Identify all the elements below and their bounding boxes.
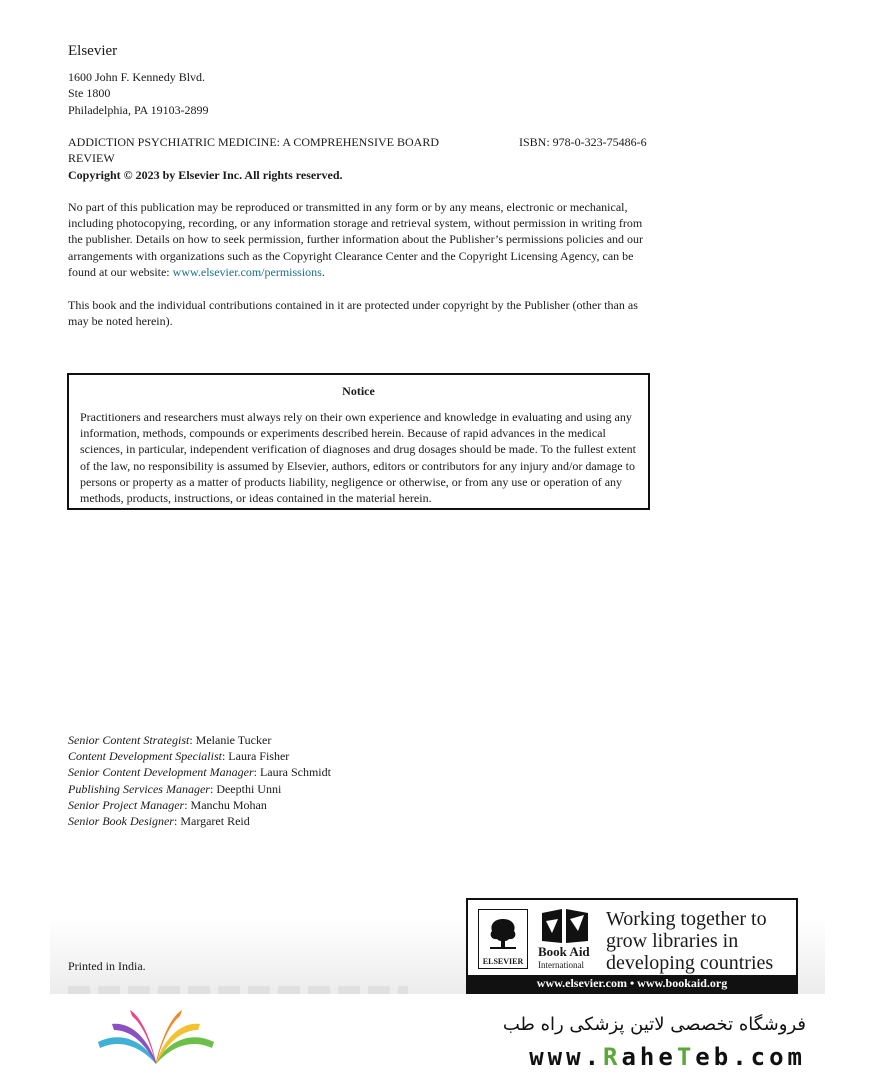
bookaid-logo bbox=[538, 909, 600, 973]
open-book-logo-icon bbox=[92, 1002, 220, 1070]
permissions-text: No part of this publication may be reproduced or transmitted in any form or by any means, electronic or mechanical, including photocopying, recording, or any information storage and retrieval system, without permission in writing from the publisher. Details on how to seek permission, further information about the Publisher’s permissions policies and our arrangements with organizations such as the Copyright Clearance Center and the Copyright Licensing Agency, can be found at our website: bbox=[68, 200, 644, 279]
permissions-end: . bbox=[321, 264, 325, 279]
credit-role: Senior Project Manager bbox=[68, 797, 185, 812]
printed-in: Printed in India. bbox=[68, 959, 146, 973]
watermark-footer bbox=[0, 994, 876, 1080]
credit-name: : Deepthi Unni bbox=[209, 781, 282, 796]
credit-name: : Laura Fisher bbox=[221, 749, 290, 764]
credit-line bbox=[68, 813, 331, 829]
publisher-address bbox=[68, 69, 209, 118]
url-part: eb.com bbox=[695, 1043, 806, 1071]
credit-name: : Manchu Mohan bbox=[184, 797, 267, 812]
credit-name: : Laura Schmidt bbox=[253, 765, 331, 780]
bookaid-book-icon bbox=[540, 909, 590, 945]
credit-line bbox=[68, 781, 331, 797]
credit-name: : Margaret Reid bbox=[173, 813, 250, 828]
credit-role: Publishing Services Manager bbox=[68, 781, 210, 796]
credit-line bbox=[68, 797, 331, 813]
isbn: ISBN: 978-0-323-75486-6 bbox=[519, 135, 647, 149]
bookaid-name: Book Aid bbox=[538, 944, 590, 959]
publisher-name: Elsevier bbox=[68, 43, 118, 59]
bookaid-banner bbox=[466, 898, 798, 994]
notice-box bbox=[67, 373, 650, 510]
url-part: R bbox=[603, 1043, 622, 1071]
permissions-link[interactable]: www.elsevier.com/permissions bbox=[172, 264, 322, 279]
url-part: www. bbox=[529, 1043, 604, 1071]
elsevier-tree-icon bbox=[487, 916, 519, 950]
url-part: T bbox=[676, 1043, 696, 1071]
copyright-line: Copyright © 2023 by Elsevier Inc. All rights reserved. bbox=[68, 168, 343, 182]
address-line: 1600 John F. Kennedy Blvd. bbox=[68, 70, 206, 84]
credit-name: : Melanie Tucker bbox=[189, 733, 272, 747]
url-part: ahe bbox=[621, 1043, 677, 1071]
store-url[interactable] bbox=[529, 1043, 806, 1071]
credit-line bbox=[68, 764, 331, 780]
permissions-paragraph bbox=[68, 199, 658, 280]
notice-text: Practitioners and researchers must always rely on their own experience and knowledge in evaluating and using any information, methods, compounds or experiments described herein. Because of rapid advances in the medical sciences, in particular, independent verification of diagnoses and drug dosages should be made. To the fullest extent of the law, no responsibility is assumed by Elsevier, authors, editors or contributors for any injury and/or damage to persons or property as a matter of products liability, negligence or otherwise, or from any use or operation of any methods, products, instructions, or ideas contained in the material herein. bbox=[80, 410, 636, 506]
credit-line bbox=[68, 748, 331, 764]
faint-text-line bbox=[68, 986, 408, 994]
credit-line bbox=[68, 732, 331, 748]
protection-paragraph: This book and the individual contributions contained in it are protected under copyright by the Publisher (other than as may be noted herein). bbox=[68, 298, 638, 329]
book-title: ADDICTION PSYCHIATRIC MEDICINE: A COMPREHENSIVE BOARD REVIEW bbox=[68, 135, 440, 165]
credit-role: Senior Content Development Manager bbox=[68, 765, 254, 780]
credit-role: Senior Book Designer bbox=[68, 813, 174, 828]
address-line: Ste 1800 bbox=[68, 86, 111, 101]
elsevier-logo-label: ELSEVIER bbox=[482, 957, 524, 966]
bookaid-slogan: Working together to grow libraries in developing countries bbox=[606, 908, 774, 974]
store-name: فروشگاه تخصصی لاتین پزشکی راه طب bbox=[502, 1014, 806, 1035]
bookaid-sub: International bbox=[538, 960, 584, 970]
credits-list bbox=[68, 732, 331, 829]
credit-role: Content Development Specialist bbox=[68, 749, 222, 764]
address-line: Philadelphia, PA 19103-2899 bbox=[68, 102, 209, 117]
bookaid-urls[interactable]: www.elsevier.com • www.bookaid.org bbox=[468, 975, 796, 992]
notice-title: Notice bbox=[342, 384, 375, 398]
credit-role: Senior Content Strategist bbox=[68, 733, 190, 747]
elsevier-logo bbox=[478, 909, 528, 969]
